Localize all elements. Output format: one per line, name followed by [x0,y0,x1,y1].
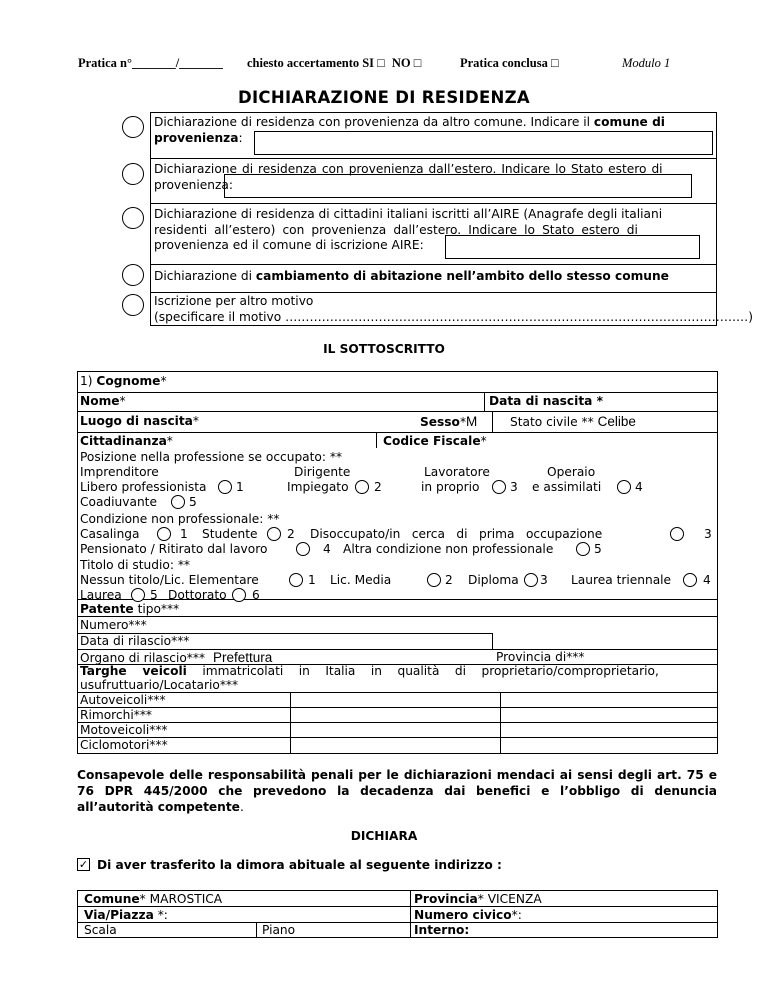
condizione-5-radio[interactable] [576,542,590,556]
condizione-3-radio[interactable] [670,527,684,541]
modulo-label: Modulo 1 [622,56,671,70]
condizione-title: Condizione non professionale: ** [80,512,280,526]
condizione-2-num: 2 [287,527,295,541]
interno-field: Interno: [414,923,470,937]
ciclomotori-label: Ciclomotori*** [80,738,168,752]
option-altro-motivo-text: Iscrizione per altro motivo (specificare il motivo ……………………………………………………………………………………………………) [154,294,753,324]
dimora-text: Di aver trasferito la dimora abituale al seguente indirizzo : [97,858,502,872]
option-altro-motivo-radio[interactable] [122,294,144,316]
option-cambio-abitazione-text: Dichiarazione di cambiamento di abitazione nell’ambito dello stesso comune [154,269,669,283]
pratica-number: Pratica n°_______/_______ [78,56,223,70]
diploma-label: Diploma [468,573,519,587]
posizione-2-radio[interactable] [355,480,369,494]
option-altro-comune-text: Dichiarazione di residenza con provenienza da altro comune. Indicare il comune di provenienza: [154,115,665,145]
consapevole-paragraph: Consapevole delle responsabilità penali per le dichiarazioni mendaci ai sensi degli art. 75 e 76 DPR 445/2000 che prevedono la decadenza dai benefici e l’obbligo di denuncia all’autorità competente. [77,768,717,814]
posizione-3-num: 3 [510,480,518,494]
condizione-4-radio[interactable] [296,542,310,556]
titolo-3-radio[interactable] [524,573,538,587]
condizione-1-radio[interactable] [157,527,171,541]
coadiuvante-label: Coadiuvante [80,495,157,509]
in-proprio-label: in proprio [421,480,480,494]
option-estero-radio[interactable] [122,163,144,185]
provincia-field: Provincia* VICENZA [414,892,542,906]
provincia-rilascio-label: Provincia di*** [496,650,585,664]
autoveicoli-label: Autoveicoli*** [80,693,166,707]
titolo-2-num: 2 [445,573,453,587]
page-title: DICHIARAZIONE DI RESIDENZA [238,88,530,107]
disoccupato-label: Disoccupato/in cerca di prima occupazione [310,527,603,541]
posizione-4-radio[interactable] [617,480,631,494]
altra-condizione-label: Altra condizione non professionale [343,542,554,556]
lic-media-label: Lic. Media [330,573,392,587]
organo-rilascio-field: Organo di rilascio*** Prefettura [80,650,273,665]
accertamento-no-checkbox[interactable]: □ [413,56,422,70]
titolo-4-radio[interactable] [683,573,697,587]
codice-fiscale-label: Codice Fiscale* [383,434,487,448]
comune-provenienza-input[interactable] [254,131,713,155]
option-estero-text: Dichiarazione di residenza con provenienza dall’estero. Indicare lo Stato estero di provenienza: [154,162,663,192]
piano-field: Piano [262,923,296,937]
aire-provenienza-input[interactable] [445,235,700,259]
targhe-veicoli-label: Targhe veicoli immatricolati in Italia in qualità di proprietario/comproprietario, usufruttuario/Locatario*** [80,664,659,692]
operaio-label: Operaio [547,465,596,479]
posizione-1-num: 1 [236,480,244,494]
titolo-5-num: 5 [150,588,158,602]
posizione-4-num: 4 [635,480,643,494]
dichiara-heading: DICHIARA [350,829,418,843]
accertamento-label: chiesto accertamento SI □ NO □ [247,56,422,70]
data-nascita-label: Data di nascita * [489,394,604,408]
condizione-1-num: 1 [180,527,188,541]
option-altro-comune-radio[interactable] [122,116,144,138]
laurea-triennale-label: Laurea triennale [571,573,672,587]
option-cambio-abitazione-radio[interactable] [122,264,144,286]
cittadinanza-label: Cittadinanza* [80,434,173,448]
nome-label: Nome* [80,394,126,408]
dimora-checkbox[interactable]: ✓ [78,858,89,871]
titolo-studio-title: Titolo di studio: ** [80,558,191,572]
titolo-5-radio[interactable] [131,588,145,602]
titolo-4-num: 4 [703,573,711,587]
option-aire-text: Dichiarazione di residenza di cittadini italiani iscritti all’AIRE (Anagrafe degli italiani residenti all’estero) con provenienza dall’estero. Indicare lo Stato estero di provenienza ed il comune di iscrizione AIRE: [154,207,663,253]
impiegato-label: Impiegato [287,480,349,494]
studente-label: Studente [202,527,258,541]
posizione-2-num: 2 [374,480,382,494]
scala-field: Scala [84,923,117,937]
sottoscritto-heading: IL SOTTOSCRITTO [323,342,445,356]
nessun-titolo-label: Nessun titolo/Lic. Elementare [80,573,259,587]
titolo-6-radio[interactable] [232,588,246,602]
option-aire-radio[interactable] [122,207,144,229]
numero-civico-field: Numero civico*: [414,908,522,922]
laurea-label: Laurea [80,588,122,602]
libero-professionista-label: Libero professionista [80,480,207,494]
condizione-3-num: 3 [704,527,712,541]
dirigente-label: Dirigente [294,465,351,479]
via-piazza-field: Via/Piazza *: [84,908,168,922]
condizione-4-num: 4 [323,542,331,556]
stato-estero-input[interactable] [224,174,692,198]
condizione-5-num: 5 [594,542,602,556]
posizione-3-radio[interactable] [492,480,506,494]
titolo-1-radio[interactable] [289,573,303,587]
posizione-title: Posizione nella professione se occupato: ** [80,450,343,464]
titolo-3-num: 3 [540,573,548,587]
numero-patente-label: Numero*** [80,618,147,632]
sesso-field: Sesso*M [420,414,478,429]
pratica-conclusa: Pratica conclusa □ [460,56,559,70]
assimilati-label: e assimilati [532,480,602,494]
stato-civile-field: Stato civile ** Celibe [510,414,636,429]
dottorato-label: Dottorato [168,588,227,602]
cognome-label: 1) Cognome* [80,374,167,388]
data-rilascio-label: Data di rilascio*** [80,634,190,648]
pensionato-label: Pensionato / Ritirato dal lavoro [80,542,268,556]
motoveicoli-label: Motoveicoli*** [80,723,168,737]
luogo-nascita-label: Luogo di nascita* [80,414,200,428]
titolo-6-num: 6 [252,588,260,602]
pratica-conclusa-checkbox[interactable]: □ [550,56,559,70]
casalinga-label: Casalinga [80,527,140,541]
titolo-1-num: 1 [308,573,316,587]
accertamento-si-checkbox[interactable]: □ [377,56,385,70]
lavoratore-label: Lavoratore [424,465,490,479]
patente-label: Patente tipo*** [80,602,180,616]
comune-field: Comune* MAROSTICA [84,892,223,906]
posizione-5-radio[interactable] [171,495,185,509]
titolo-2-radio[interactable] [427,573,441,587]
imprenditore-label: Imprenditore [80,465,159,479]
posizione-5-num: 5 [189,495,197,509]
condizione-2-radio[interactable] [267,527,281,541]
posizione-1-radio[interactable] [218,480,232,494]
rimorchi-label: Rimorchi*** [80,708,153,722]
